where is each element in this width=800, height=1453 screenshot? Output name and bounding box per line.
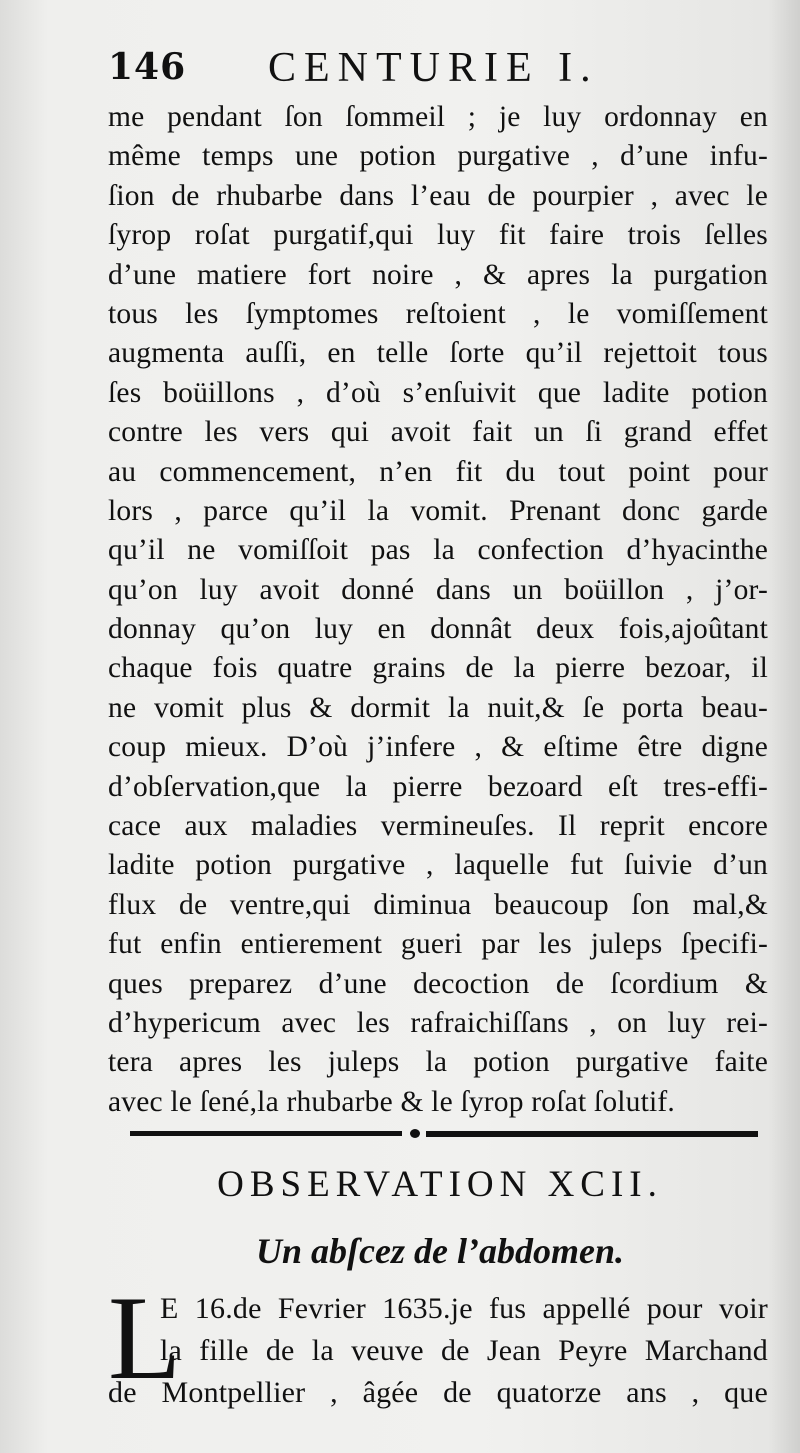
running-head: CENTURIE I. [268, 45, 599, 91]
text-line: ſes boüillons , d’où s’enſuivit que ladite potion [108, 376, 768, 409]
text-line: contre les vers qui avoit fait un ſi grand effet [108, 416, 768, 449]
text-line: ne vomit plus & dormit la nuit,& ſe porta beau- [108, 691, 768, 724]
rule-center-dot [410, 1129, 420, 1138]
text-line: coup mieux. D’où j’infere , & eſtime être digne [108, 731, 768, 764]
text-line: la fille de la veuve de Jean Peyre Marchand [160, 1334, 768, 1367]
observation-subtitle: Un abſcez de l’abdomen. [256, 1231, 624, 1271]
text-line: même temps une potion purgative , d’une infu- [108, 140, 768, 173]
text-line: me pendant ſon ſommeil ; je luy ordonnay en [108, 101, 768, 133]
page-number: 146 [108, 46, 187, 88]
text-line: ſyrop roſat purgatif,qui luy fit faire trois ſelles [108, 219, 768, 252]
text-line: d’hypericum avec les rafraichiſſans , on luy rei- [108, 1006, 768, 1039]
text-line: avec le ſené,la rhubarbe & le ſyrop roſat ſolutif. [108, 1085, 675, 1118]
text-line: tous les ſymptomes reſtoient , le vomiſſement [108, 297, 768, 330]
text-line: augmenta auſſi, en telle ſorte qu’il rejettoit tous [108, 337, 768, 370]
text-line: de Montpellier , âgée de quatorze ans , que [108, 1376, 768, 1409]
text-line: E 16.de Fevrier 1635.je fus appellé pour voir [160, 1292, 768, 1325]
text-line: cace aux maladies vermineuſes. Il reprit encore [108, 810, 768, 843]
text-line: d’une matiere fort noire , & apres la purgation [108, 258, 768, 291]
text-line: ſion de rhubarbe dans l’eau de pourpier , avec le [108, 179, 768, 212]
text-line: tera apres les juleps la potion purgative faite [108, 1046, 768, 1079]
text-line: chaque fois quatre grains de la pierre bezoar, il [108, 652, 768, 685]
drop-cap: L [108, 1271, 182, 1404]
text-line: lors , parce qu’il la vomit. Prenant donc garde [108, 494, 768, 527]
rule-left-bar [130, 1131, 402, 1136]
text-line: qu’il ne vomiſſoit pas la confection d’hyacinthe [108, 534, 768, 567]
text-line: ladite potion purgative , laquelle fut ſuivie d’un [108, 849, 768, 882]
rule-right-bar [426, 1131, 758, 1137]
text-line: au commencement, n’en fit du tout point pour [108, 455, 768, 488]
observation-text [108, 1288, 768, 1414]
text-line: ques preparez d’une decoction de ſcordium & [108, 967, 768, 1000]
ornamental-rule [130, 1126, 758, 1140]
text-line: fut enfin entierement gueri par les juleps ſpecifi- [108, 928, 768, 961]
observation-title: OBSERVATION XCII. [217, 1164, 663, 1205]
text-line: d’obſervation,que la pierre bezoard eſt tres-effi- [108, 770, 768, 803]
text-line: donnay qu’on luy en donnât deux fois,ajoûtant [108, 613, 768, 646]
body-text [108, 98, 768, 1122]
page-header [108, 40, 748, 100]
text-line: qu’on luy avoit donné dans un boüillon , j’or- [108, 573, 768, 606]
text-line: flux de ventre,qui diminua beaucoup ſon mal,& [108, 888, 768, 921]
